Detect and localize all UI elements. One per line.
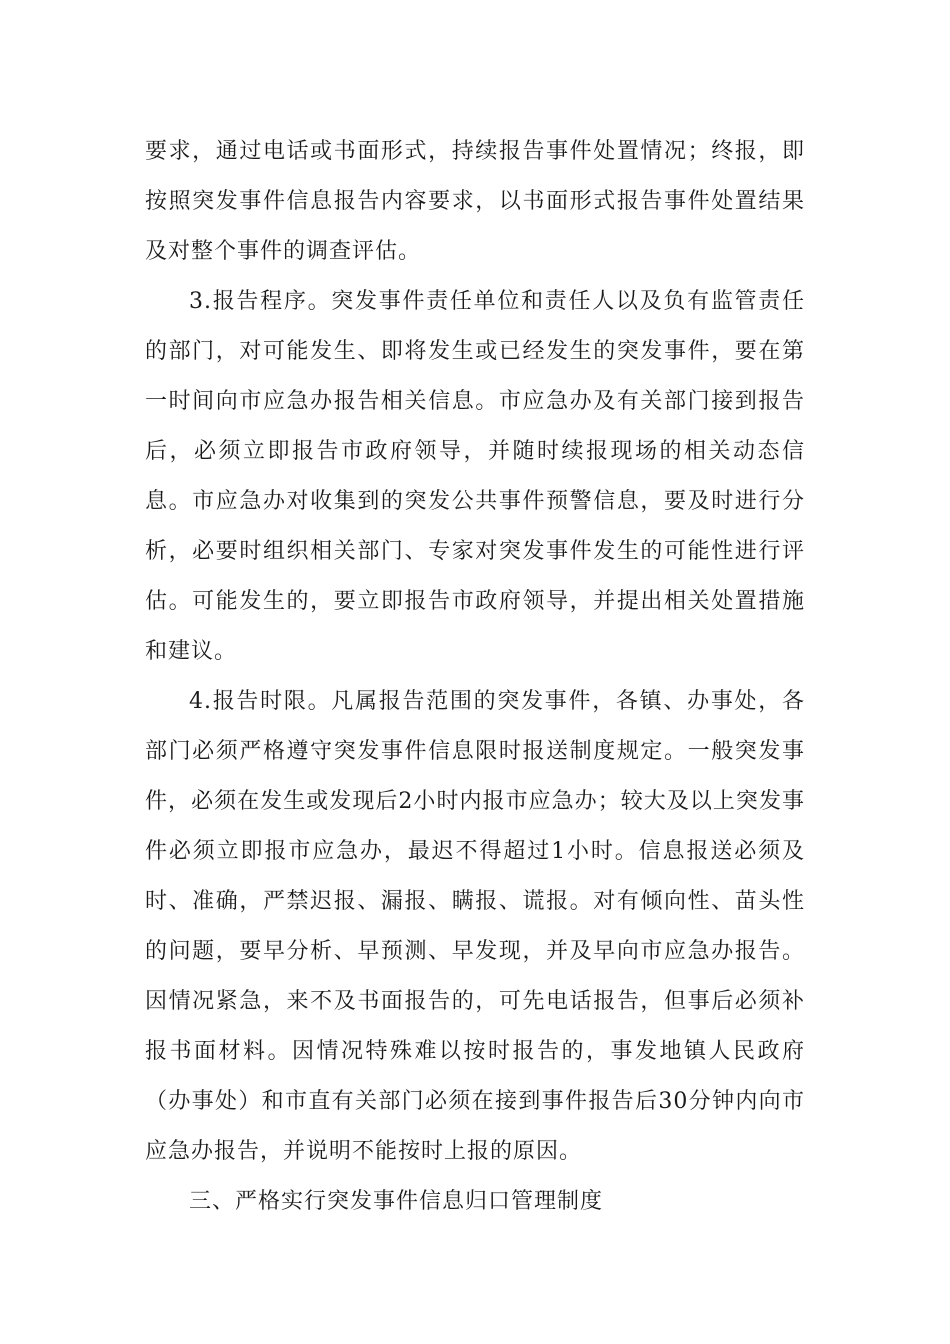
- paragraph-reporting-procedure: 3.报告程序。突发事件责任单位和责任人以及负有监管责任的部门，对可能发生、即将发生或已经发生的突发事件，要在第一时间向市应急办报告相关信息。市应急办及有关部门接到报告后，必须立即报告市政府领导，并随时续报现场的相关动态信息。市应急办对收集到的突发公共事件预警信息，要及时进行分析，必要时组织相关部门、专家对突发事件发生的可能性进行评估。可能发生的，要立即报告市政府领导，并提出相关处置措施和建议。: [145, 289, 805, 664]
- section-heading: 三、严格实行突发事件信息归口管理制度: [189, 1189, 604, 1214]
- paragraph-reporting-time-limit: 4.报告时限。凡属报告范围的突发事件，各镇、办事处，各部门必须严格遵守突发事件信息限时报送制度规定。一般突发事件，必须在发生或发现后2小时内报市应急办；较大及以上突发事件必须立即报市应急办，最迟不得超过1小时。信息报送必须及时、准确，严禁迟报、漏报、瞒报、谎报。对有倾向性、苗头性的问题，要早分析、早预测、早发现，并及早向市应急办报告。因情况紧急，来不及书面报告的，可先电话报告，但事后必须补报书面材料。因情况特殊难以按时报告的，事发地镇人民政府（办事处）和市直有关部门必须在接到事件报告后30分钟内向市应急办报告，并说明不能按时上报的原因。: [145, 689, 805, 1164]
- document-body: [145, 127, 805, 1227]
- paragraph-continuation: 要求，通过电话或书面形式，持续报告事件处置情况；终报，即按照突发事件信息报告内容要求，以书面形式报告事件处置结果及对整个事件的调查评估。: [145, 139, 805, 264]
